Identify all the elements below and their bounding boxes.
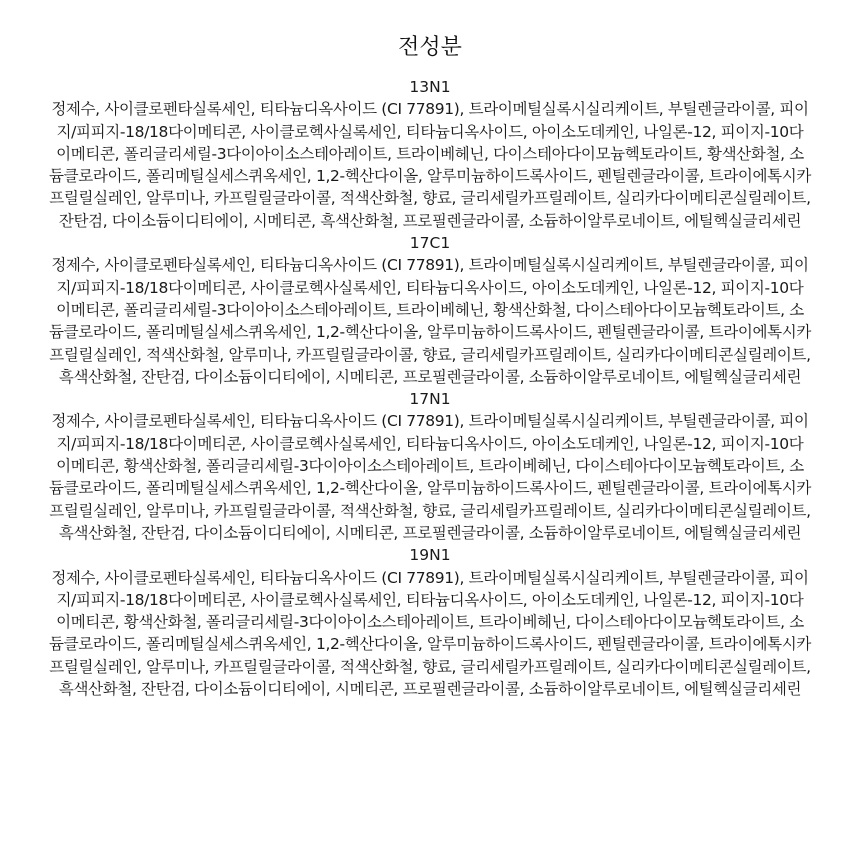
ingredient-line: 지/피피지-18/18다이메티콘, 사이클로헥사실록세인, 티타늄디옥사이드, 아이소도데케인, 나일론-12, 피이지-10다 — [56, 122, 804, 141]
ingredient-line: 지/피피지-18/18다이메티콘, 사이클로헥사실록세인, 티타늄디옥사이드, 아이소도데케인, 나일론-12, 피이지-10다 — [56, 434, 804, 453]
ingredient-line: 이메티콘, 황색산화철, 폴리글리세릴-3다이아이소스테아레이트, 트라이베헤닌, 다이스테아다이모늄헥토라이트, 소 — [56, 457, 804, 476]
ingredient-line: 프릴릴실레인, 알루미나, 카프릴릴글라이콜, 적색산화철, 향료, 글리세릴카프릴레이트, 실리카다이메티콘실릴레이트, — [49, 189, 811, 208]
ingredient-line: 듐클로라이드, 폴리메틸실세스퀴옥세인, 1,2-헥산다이올, 알루미늄하이드록사이드, 펜틸렌글라이콜, 트라이에톡시카 — [49, 635, 811, 654]
ingredient-line: 프릴릴실레인, 적색산화철, 알루미나, 카프릴릴글라이콜, 향료, 글리세릴카프릴레이트, 실리카다이메티콘실릴레이트, — [49, 345, 811, 364]
ingredient-line: 정제수, 사이클로펜타실록세인, 티타늄디옥사이드 (CI 77891), 트라이메틸실록시실리케이트, 부틸렌글라이콜, 피이 — [51, 256, 809, 275]
shade-heading: 17N1 — [409, 390, 451, 409]
shade-heading: 17C1 — [409, 234, 451, 253]
ingredient-sections — [0, 76, 860, 700]
ingredient-line: 잔탄검, 다이소듐이디티에이, 시메티콘, 흑색산화철, 프로필렌글라이콜, 소듐하이알루로네이트, 에틸헥실글리세린 — [58, 211, 802, 230]
ingredient-section-17c1 — [0, 232, 860, 388]
ingredient-line: 정제수, 사이클로펜타실록세인, 티타늄디옥사이드 (CI 77891), 트라이메틸실록시실리케이트, 부틸렌글라이콜, 피이 — [51, 412, 809, 431]
ingredient-line: 이메티콘, 황색산화철, 폴리글리세릴-3다이아이소스테아레이트, 트라이베헤닌, 다이스테아다이모늄헥토라이트, 소 — [56, 613, 804, 632]
ingredient-line: 흑색산화철, 잔탄검, 다이소듐이디티에이, 시메티콘, 프로필렌글라이콜, 소듐하이알루로네이트, 에틸헥실글리세린 — [58, 680, 802, 699]
shade-heading: 19N1 — [409, 546, 451, 565]
ingredient-section-17n1 — [0, 388, 860, 544]
ingredient-line: 듐클로라이드, 폴리메틸실세스퀴옥세인, 1,2-헥산다이올, 알루미늄하이드록사이드, 펜틸렌글라이콜, 트라이에톡시카 — [49, 479, 811, 498]
ingredient-line: 프릴릴실레인, 알루미나, 카프릴릴글라이콜, 적색산화철, 향료, 글리세릴카프릴레이트, 실리카다이메티콘실릴레이트, — [49, 657, 811, 676]
ingredient-line: 정제수, 사이클로펜타실록세인, 티타늄디옥사이드 (CI 77891), 트라이메틸실록시실리케이트, 부틸렌글라이콜, 피이 — [51, 568, 809, 587]
ingredient-line: 흑색산화철, 잔탄검, 다이소듐이디티에이, 시메티콘, 프로필렌글라이콜, 소듐하이알루로네이트, 에틸헥실글리세린 — [58, 523, 802, 542]
ingredient-line: 이메티콘, 폴리글리세릴-3다이아이소스테아레이트, 트라이베헤닌, 황색산화철, 다이스테아다이모늄헥토라이트, 소 — [56, 300, 804, 319]
ingredient-line: 정제수, 사이클로펜타실록세인, 티타늄디옥사이드 (CI 77891), 트라이메틸실록시실리케이트, 부틸렌글라이콜, 피이 — [51, 100, 809, 119]
ingredient-line: 흑색산화철, 잔탄검, 다이소듐이디티에이, 시메티콘, 프로필렌글라이콜, 소듐하이알루로네이트, 에틸헥실글리세린 — [58, 367, 802, 386]
page-title: 전성분 — [398, 35, 462, 60]
ingredient-line: 이메티콘, 폴리글리세릴-3다이아이소스테아레이트, 트라이베헤닌, 다이스테아다이모늄헥토라이트, 황색산화철, 소 — [56, 144, 804, 163]
ingredient-line: 듐클로라이드, 폴리메틸실세스퀴옥세인, 1,2-헥산다이올, 알루미늄하이드록사이드, 펜틸렌글라이콜, 트라이에톡시카 — [49, 167, 811, 186]
ingredient-line: 지/피피지-18/18다이메티콘, 사이클로헥사실록세인, 티타늄디옥사이드, 아이소도데케인, 나일론-12, 피이지-10다 — [56, 278, 804, 297]
ingredient-line: 프릴릴실레인, 알루미나, 카프릴릴글라이콜, 적색산화철, 향료, 글리세릴카프릴레이트, 실리카다이메티콘실릴레이트, — [49, 501, 811, 520]
ingredient-line: 듐클로라이드, 폴리메틸실세스퀴옥세인, 1,2-헥산다이올, 알루미늄하이드록사이드, 펜틸렌글라이콜, 트라이에톡시카 — [49, 323, 811, 342]
ingredient-section-19n1 — [0, 544, 860, 700]
shade-heading: 13N1 — [409, 78, 451, 96]
ingredient-section-13n1 — [0, 76, 860, 232]
ingredient-line: 지/피피지-18/18다이메티콘, 사이클로헥사실록세인, 티타늄디옥사이드, 아이소도데케인, 나일론-12, 피이지-10다 — [56, 590, 804, 609]
